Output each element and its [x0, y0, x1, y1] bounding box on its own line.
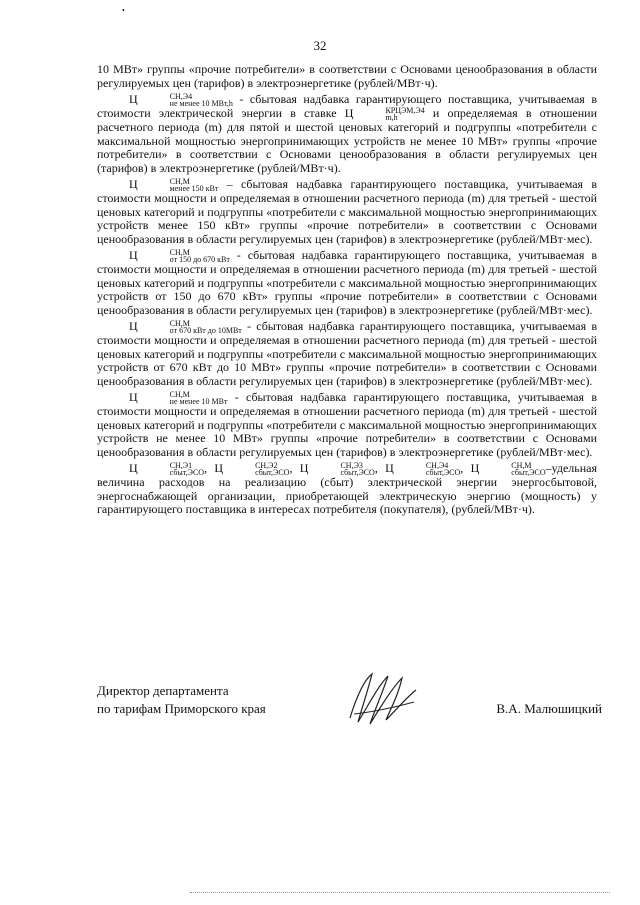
- paragraph-2: [97, 93, 597, 175]
- document-body: [97, 63, 597, 520]
- tariff-symbol-5: Ц СН,М сбыт,ЭСО: [470, 461, 546, 477]
- paragraph-4-text: - сбытовая надбавка гарантирующего поставщика, учитываемая в стоимости мощности и определяемая в отношении расчетного периода (m) для третьей - шестой ценовых категорий и подгруппы «потребители с максимальной мощностью энергопринимающих устройств от 150 до 670 кВт» группы «прочие потребители» в соответствии с Основами ценообразования в области регулируемых цен (тарифов) в электроэнергетике (рублей/МВт·мес).: [97, 248, 597, 317]
- signatory-title-line-1: Директор департамента: [97, 683, 229, 698]
- paragraph-6: [97, 391, 597, 459]
- paragraph-1: [97, 63, 597, 90]
- handwritten-signature-icon: [342, 668, 422, 735]
- inline-symbol: КРЦЭМ,Э4 m,h: [385, 106, 425, 122]
- paragraph-4: [97, 249, 597, 317]
- page-number: 32: [313, 38, 327, 53]
- paragraph-7: [97, 462, 597, 517]
- signatory-name: В.А. Малюшицкий: [496, 701, 602, 716]
- paragraph-7-text: –удельная величина расходов на реализацию (сбыт) электрической энергии энергосбытовой, энергоснабжающей организации, приобретающей электрическую энергию (мощность) у гарантирующего поставщика в интересах потребителя (покупателя), (рублей/МВт·ч).: [97, 461, 598, 516]
- paragraph-2-text-2: и определяемая в отношении расчетного периода (m) для пятой и шестой ценовых категорий и подгруппы «потребители с максимальной мощностью энергопринимающих устройств не менее 10 МВт» группы «прочие потребители» в соответствии с Основами ценообразования в области регулируемых цен (тарифов) в электроэнергетике (рублей/МВт·ч).: [97, 106, 597, 175]
- tariff-symbol-2: Ц СН,Э2 сбыт,ЭСО ,: [214, 461, 300, 477]
- tariff-symbol: Ц СН,М не менее 10 МВт: [129, 390, 228, 406]
- paragraph-1-text: 10 МВт» группы «прочие потребители» в соответствии с Основами ценообразования в области регулируемых цен (тарифов) в электроэнергетике (рублей/МВт·ч).: [97, 62, 597, 90]
- tariff-symbol: Ц СН,М от 670 кВт до 10МВт: [129, 319, 242, 335]
- tariff-symbol: Ц СН,М менее 150 кВт: [129, 177, 219, 193]
- paragraph-5: [97, 320, 597, 388]
- tariff-symbol-3: Ц СН,Э3 сбыт,ЭСО ,: [299, 461, 386, 477]
- tariff-symbol-4: Ц СН,Э4 сбыт,ЭСО ,: [385, 461, 471, 477]
- tariff-symbol: Ц СН,Э4 не менее 10 МВт,h: [129, 92, 233, 108]
- paragraph-3-text: – сбытовая надбавка гарантирующего поставщика, учитываемая в стоимости мощности и определяемая в отношении расчетного периода (m) для третьей - шестой ценовых категорий и подгруппы «потребители с максимальной мощностью энергопринимающих устройств менее 150 кВт» группы «прочие потребители» в соответствии с Основами ценообразования в области регулируемых цен (тарифов) в электроэнергетике (рублей/МВт·мес).: [97, 177, 597, 246]
- signature-block: [97, 682, 617, 742]
- signatory-title-line-2: по тарифам Приморского края: [97, 701, 266, 716]
- corner-mark: •: [122, 6, 125, 15]
- paragraph-3: [97, 178, 597, 246]
- signatory-title: [97, 682, 266, 718]
- paragraph-2-text: - сбытовая надбавка гарантирующего поставщика, учитываемая в стоимости электрической энергии в ставке Ц: [97, 92, 597, 120]
- paragraph-6-text: - сбытовая надбавка гарантирующего поставщика, учитываемая в стоимости мощности и определяемая в отношении расчетного периода (m) для третьей - шестой ценовых категорий и подгруппы «потребители с максимальной мощностью энергопринимающих устройств не менее 10 МВт» группы «прочие потребители» в соответствии с Основами ценообразования в области регулируемых цен (тарифов) в электроэнергетике (рублей/МВт·мес).: [97, 390, 597, 459]
- tariff-symbol-1: Ц СН,Э1 сбыт,ЭСО ,: [129, 461, 215, 477]
- bottom-divider: [190, 892, 610, 894]
- paragraph-5-text: - сбытовая надбавка гарантирующего поставщика, учитываемая в стоимости мощности и определяемая в отношении расчетного периода (m) для третьей - шестой ценовых категорий и подгруппы «потребители с максимальной мощностью энергопринимающих устройств от 670 кВт до 10 МВт» группы «прочие потребители» в соответствии с Основами ценообразования в области регулируемых цен (тарифов) в электроэнергетике (рублей/МВт·мес).: [97, 319, 597, 388]
- tariff-symbol: Ц СН,М от 150 до 670 кВт: [129, 248, 230, 264]
